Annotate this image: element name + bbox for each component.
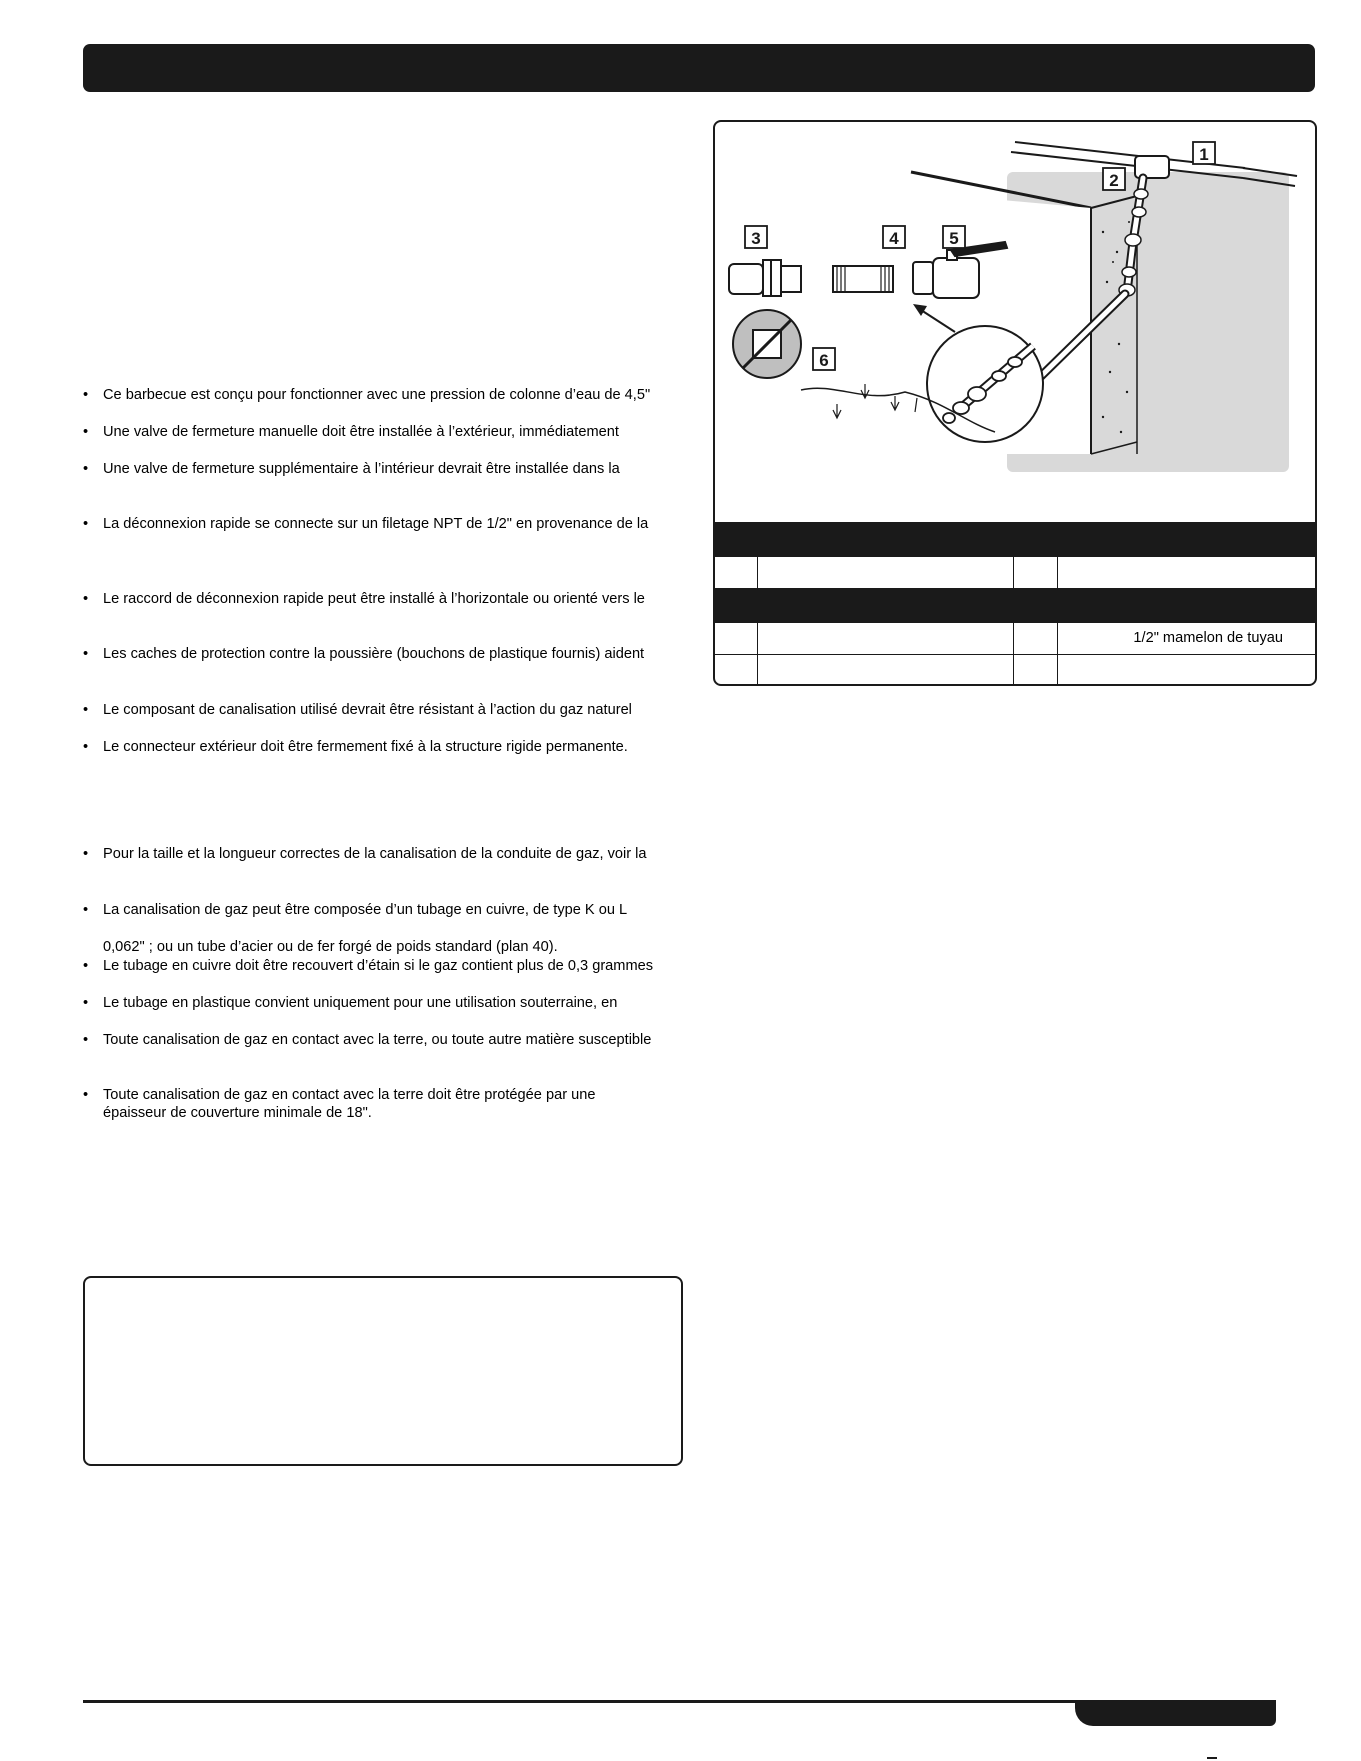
continuation-text: 0,062" ; ou un tube d’acier ou de fer forgé de poids standard (plan 40). xyxy=(103,939,558,955)
bullet-text: Une valve de fermeture supplémentaire à l’intérieur devrait être installée dans la xyxy=(103,461,620,477)
header-bar xyxy=(83,44,1315,92)
bullet-text: Le raccord de déconnexion rapide peut être installé à l’horizontale ou orienté vers le xyxy=(103,591,645,607)
bullet-text: Les caches de protection contre la poussière (bouchons de plastique fournis) aident xyxy=(103,646,645,662)
bullet-icon: • xyxy=(83,1032,89,1048)
bullet-text: Le composant de canalisation utilisé devrait être résistant à l’action du gaz naturel xyxy=(103,702,632,718)
callout-2: 2 xyxy=(1109,171,1119,190)
bullet-icon: • xyxy=(83,739,89,755)
callout-5: 5 xyxy=(949,229,959,248)
bullet-icon: • xyxy=(83,387,89,403)
table-subheader xyxy=(715,588,1315,622)
prohibited-fitting-icon xyxy=(733,310,801,378)
table-row xyxy=(715,654,1315,686)
bullet-icon: • xyxy=(83,958,89,974)
callout-6: 6 xyxy=(819,351,829,370)
bullet-icon: • xyxy=(83,702,89,718)
bullet-icon: • xyxy=(83,646,89,662)
bullet-icon: • xyxy=(83,516,89,532)
bullet-icon: • xyxy=(83,846,89,862)
installation-diagram xyxy=(715,122,1317,522)
bullet-text: Ce barbecue est conçu pour fonctionner avec une pression de colonne d’eau de 4,5" xyxy=(103,387,651,403)
bullet-icon: • xyxy=(83,424,89,440)
bullet-text xyxy=(103,1086,595,1122)
figure-box xyxy=(713,120,1317,686)
bullet-text: Le connecteur extérieur doit être fermement fixé à la structure rigide permanente. xyxy=(103,739,628,755)
bullet-icon: • xyxy=(83,995,89,1011)
bullet-icon: • xyxy=(83,902,89,918)
bullet-text: Le tubage en cuivre doit être recouvert d’étain si le gaz contient plus de 0,3 grammes xyxy=(103,958,654,974)
bullet-icon: • xyxy=(83,591,89,607)
note-box xyxy=(83,1276,683,1466)
footer-tab xyxy=(1075,1700,1276,1726)
quick-disconnect-icon xyxy=(729,260,801,296)
pipe-nipple-icon xyxy=(833,266,893,292)
bullet-icon: • xyxy=(83,461,89,477)
callout-4: 4 xyxy=(889,229,899,248)
bullet-text-line1: Toute canalisation de gaz en contact avec la terre doit être protégée par une xyxy=(103,1087,596,1103)
callout-3: 3 xyxy=(751,229,761,248)
bullet-text: Le tubage en plastique convient uniquement pour une utilisation souterraine, en xyxy=(103,995,618,1011)
table-cell: 1/2" mamelon de tuyau xyxy=(1133,630,1283,646)
footer-mark xyxy=(1207,1757,1217,1759)
callout-1: 1 xyxy=(1199,145,1209,164)
bullet-icon: • xyxy=(83,1087,89,1103)
table-row xyxy=(715,556,1315,588)
bullet-text: La canalisation de gaz peut être composée d’un tubage en cuivre, de type K ou L xyxy=(103,902,628,918)
bullet-text: Toute canalisation de gaz en contact avec la terre, ou toute autre matière susceptible xyxy=(103,1032,652,1048)
bullet-text: Pour la taille et la longueur correctes de la canalisation de la conduite de gaz, voir la xyxy=(103,846,647,862)
table-header xyxy=(715,522,1315,556)
bullet-text-line2: épaisseur de couverture minimale de 18". xyxy=(103,1105,372,1121)
bullet-text: Une valve de fermeture manuelle doit être installée à l’extérieur, immédiatement xyxy=(103,424,619,440)
table-row xyxy=(715,622,1315,654)
bullet-text: La déconnexion rapide se connecte sur un filetage NPT de 1/2" en provenance de la xyxy=(103,516,649,532)
